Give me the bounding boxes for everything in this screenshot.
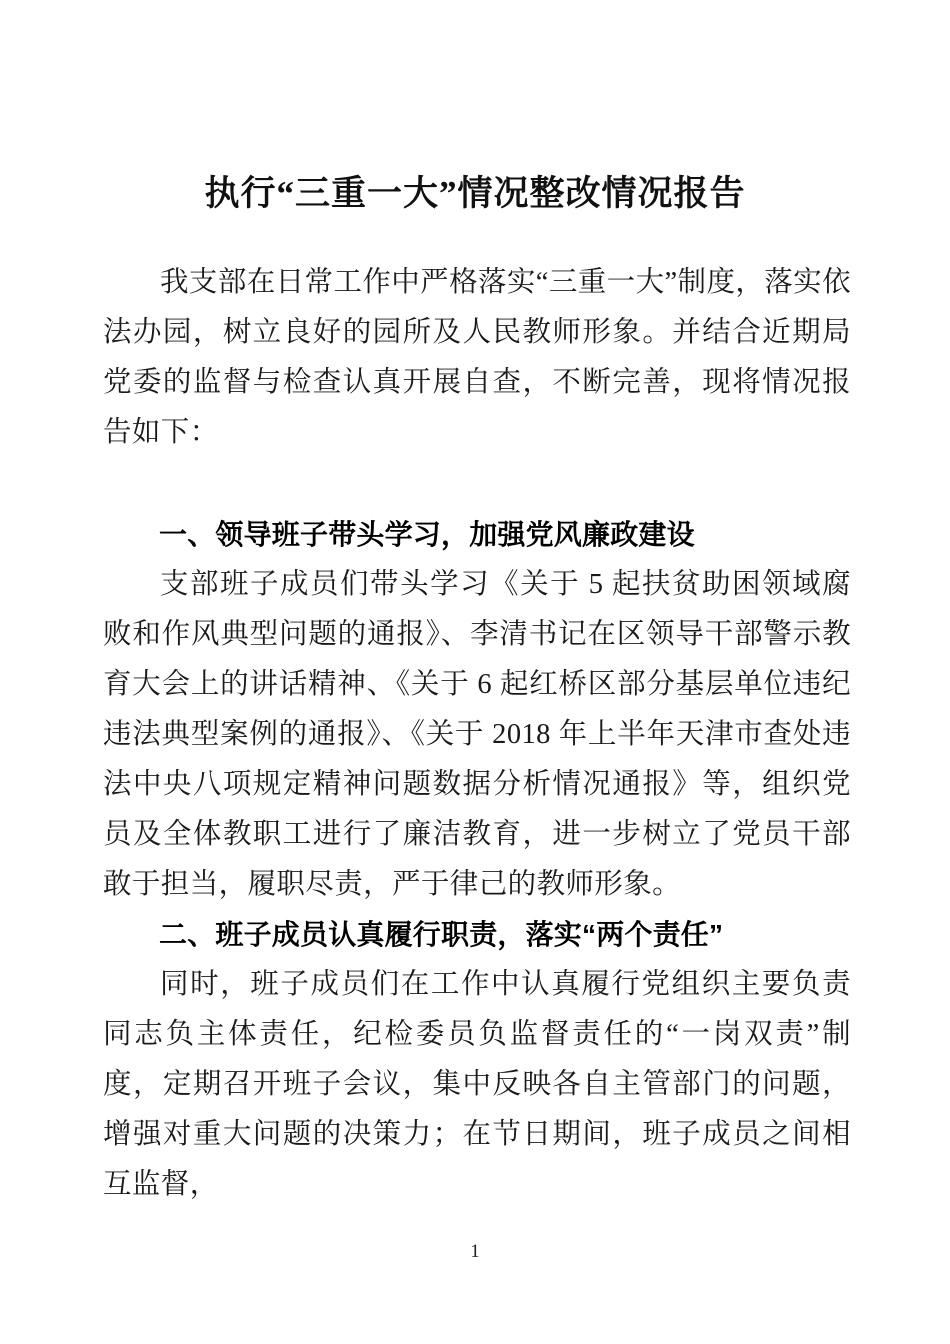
document-body (103, 258, 851, 1210)
section-heading-2: 二、班子成员认真履行职责，落实“两个责任” (159, 919, 724, 950)
intro-paragraph: 我支部在日常工作中严格落实“三重一大”制度，落实依法办园，树立良好的园所及人民教师形象。并结合近期局党委的监督与检查认真开展自查，不断完善，现将情况报告如下： (103, 267, 851, 448)
section-spacer (103, 458, 851, 510)
section-body-1: 支部班子成员们带头学习《关于 5 起扶贫助困领域腐败和作风典型问题的通报》、李清书记在区领导干部警示教育大会上的讲话精神、《关于 6 起红桥区部分基层单位违纪违法典型案例的通报》、《关于 2018 年上半年天津市查处违法中央八项规定精神问题数据分析情况通报》等，组织党员及全体教职工进行了廉洁教育，进一步树立了党员干部敢于担当，履职尽责，严于律己的教师形象。 (103, 569, 851, 900)
page-title: 执行“三重一大”情况整改情况报告 (204, 174, 746, 214)
section-heading-1: 一、领导班子带头学习，加强党风廉政建设 (159, 519, 695, 550)
section-body-2: 同时，班子成员们在工作中认真履行党组织主要负责同志负主体责任，纪检委员负监督责任的“一岗双责”制度，定期召开班子会议，集中反映各自主管部门的问题，增强对重大问题的决策力；在节日期间，班子成员之间相互监督， (103, 969, 851, 1200)
page-number: 1 (470, 1241, 480, 1262)
